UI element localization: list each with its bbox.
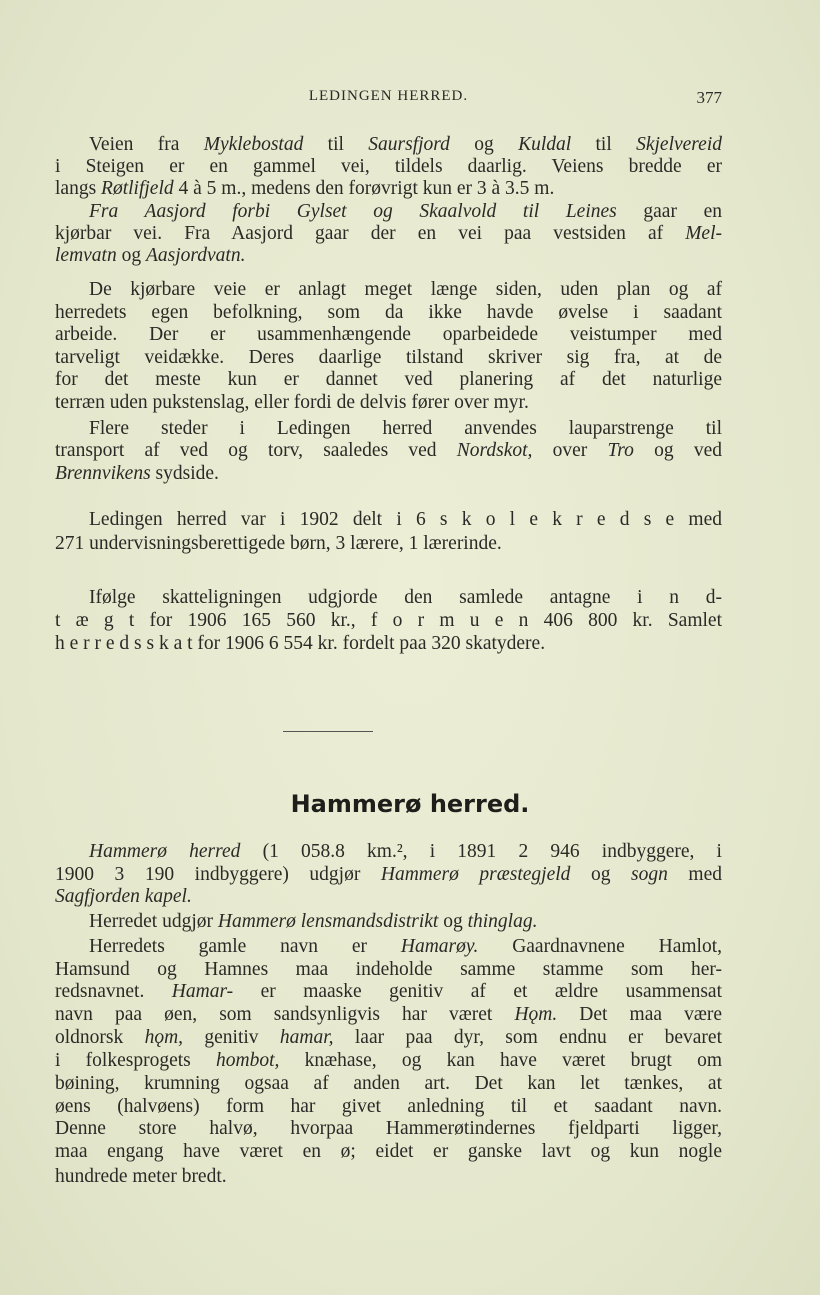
italic-text: hǫm, <box>144 1027 184 1048</box>
text-line <box>55 178 722 200</box>
text-line <box>55 1004 722 1026</box>
italic-text: thinglag. <box>467 911 538 932</box>
text-segment: Ledingen herred var i 1902 delt i 6 s k o l e k r e d s e med <box>89 509 722 530</box>
text-segment: langs <box>55 178 102 199</box>
text-line <box>55 1096 722 1118</box>
text-segment: Gaardnavnene Hamlot, <box>478 936 722 957</box>
text-line <box>55 841 722 863</box>
text-segment: tarveligt veidække. Deres daarlige tilstand skriver sig fra, at de <box>55 347 722 368</box>
text-line <box>55 633 722 655</box>
text-line <box>55 245 722 267</box>
text-segment: (1 058.8 km.², i 1891 2 946 indbyggere, i <box>240 841 722 862</box>
text-line <box>55 959 722 981</box>
italic-text: lemvatn <box>55 245 117 266</box>
section-heading: Hammerø herred. <box>290 790 530 818</box>
text-line <box>55 302 722 324</box>
text-segment: terræn uden pukstenslag, eller fordi de delvis fører over myr. <box>55 392 529 413</box>
text-segment: sydside. <box>150 463 219 484</box>
text-segment: t æ g t for 1906 165 560 kr., f o r m u e n 406 800 kr. Samlet <box>55 610 722 631</box>
text-line <box>55 1027 722 1049</box>
text-segment: i Steigen er en gammel vei, tildels daarlig. Veiens bredde er <box>55 156 722 177</box>
italic-text: Aasjordvatn. <box>145 245 246 266</box>
italic-text: Skjelvereid <box>636 134 722 155</box>
text-segment: arbeide. Der er usammenhængende oparbeidede veistumper med <box>55 324 722 345</box>
italic-text: Hammerø præstegjeld <box>380 864 571 885</box>
text-line <box>55 440 722 462</box>
text-segment: Denne store halvø, hvorpaa Hammerøtindernes fjeldparti ligger, <box>55 1118 722 1139</box>
text-line <box>55 1166 722 1188</box>
running-title: LEDINGEN HERRED. <box>308 88 469 104</box>
italic-text: Tro <box>607 440 634 461</box>
italic-text: Kuldal <box>518 134 572 155</box>
text-line <box>55 509 722 531</box>
text-segment: Herredets gamle navn er <box>89 936 401 957</box>
italic-text: Røtlifjeld <box>101 178 174 199</box>
text-segment: laar paa dyr, som endnu er bevaret <box>333 1027 722 1048</box>
text-segment: genitiv <box>183 1027 280 1048</box>
italic-text: Hammerø lensmandsdistrikt <box>217 911 439 932</box>
text-line <box>55 936 722 958</box>
italic-text: Saursfjord <box>368 134 450 155</box>
italic-text: Nordskot, <box>456 440 533 461</box>
text-segment: De kjørbare veie er anlagt meget længe siden, uden plan og af <box>89 279 722 300</box>
italic-text: Hammerø herred <box>89 841 241 862</box>
text-line <box>55 201 722 223</box>
text-line <box>55 864 722 886</box>
text-segment: hundrede meter bredt. <box>55 1166 227 1187</box>
text-line <box>55 911 722 933</box>
text-segment: Veien fra <box>89 134 204 155</box>
text-segment: og <box>570 864 632 885</box>
text-line <box>55 981 722 1003</box>
text-line <box>55 1073 722 1095</box>
text-line <box>55 587 722 609</box>
italic-text: Hamar- <box>171 981 234 1002</box>
text-line <box>55 1118 722 1140</box>
italic-text: sogn <box>631 864 668 885</box>
text-line <box>55 610 722 632</box>
section-divider <box>283 731 373 732</box>
text-line <box>55 223 722 245</box>
text-segment: Hamsund og Hamnes maa indeholde samme stamme som her- <box>55 959 722 980</box>
text-segment: herredets egen befolkning, som da ikke havde øvelse i saadant <box>55 302 722 323</box>
italic-text: Sagfjorden kapel. <box>55 886 192 907</box>
text-segment: øens (halvøens) form har givet anledning til et saadant navn. <box>55 1096 722 1117</box>
text-segment: i folkesprogets <box>55 1050 216 1071</box>
text-line <box>55 1141 722 1163</box>
text-segment: 4 à 5 m., medens den forøvrigt kun er 3 à 3.5 m. <box>173 178 555 199</box>
italic-text: Fra Aasjord forbi Gylset og Skaalvold til Leines <box>89 201 617 222</box>
text-segment: knæhase, og kan have været brugt om <box>279 1050 722 1071</box>
text-segment: Herredet udgjør <box>89 911 218 932</box>
text-segment: oldnorsk <box>55 1027 145 1048</box>
italic-text: hombot, <box>215 1050 280 1071</box>
text-line <box>55 533 722 555</box>
text-line <box>55 347 722 369</box>
text-segment: til <box>571 134 637 155</box>
text-segment: over <box>532 440 608 461</box>
text-line <box>55 279 722 301</box>
text-segment: og <box>116 245 146 266</box>
text-segment: 271 undervisningsberettigede børn, 3 lærere, 1 lærerinde. <box>55 533 502 554</box>
text-segment: er maaske genitiv af et ældre usammensat <box>233 981 723 1002</box>
italic-text: Hǫm. <box>514 1004 558 1025</box>
italic-text: Hamarøy. <box>400 936 479 957</box>
text-segment: Flere steder i Ledingen herred anvendes lauparstrenge til <box>89 418 722 439</box>
text-segment: h e r r e d s s k a t for 1906 6 554 kr. fordelt paa 320 skatydere. <box>55 633 546 654</box>
text-segment: og <box>438 911 468 932</box>
italic-text: Myklebostad <box>203 134 304 155</box>
text-segment: til <box>303 134 369 155</box>
text-line <box>55 392 722 414</box>
text-segment: med <box>667 864 722 885</box>
text-segment: 1900 3 190 indbyggere) udgjør <box>55 864 381 885</box>
text-line <box>55 886 722 908</box>
running-header <box>55 88 722 112</box>
text-line <box>55 324 722 346</box>
italic-text: Brennvikens <box>55 463 151 484</box>
text-line <box>55 156 722 178</box>
text-line <box>55 134 722 156</box>
text-segment: maa engang have været en ø; eidet er ganske lavt og kun nogle <box>55 1141 722 1162</box>
text-segment: navn paa øen, som sandsynligvis har været <box>55 1004 515 1025</box>
text-segment: bøining, krumning ogsaa af anden art. Det kan let tænkes, at <box>55 1073 722 1094</box>
text-segment: og <box>449 134 519 155</box>
text-segment: Ifølge skatteligningen udgjorde den samlede antagne i n d- <box>89 587 722 608</box>
text-segment: redsnavnet. <box>55 981 172 1002</box>
text-segment: kjørbar vei. Fra Aasjord gaar der en vei paa vestsiden af <box>55 223 686 244</box>
page-number: 377 <box>696 88 722 107</box>
text-segment: og ved <box>633 440 722 461</box>
text-line <box>55 369 722 391</box>
italic-text: Mel- <box>685 223 722 244</box>
italic-text: hamar, <box>279 1027 334 1048</box>
text-segment: for det meste kun er dannet ved planering af det naturlige <box>55 369 722 390</box>
text-line <box>55 463 722 485</box>
text-segment: transport af ved og torv, saaledes ved <box>55 440 457 461</box>
text-line <box>55 418 722 440</box>
text-segment: gaar en <box>616 201 722 222</box>
text-line <box>55 1050 722 1072</box>
text-segment: Det maa være <box>557 1004 722 1025</box>
